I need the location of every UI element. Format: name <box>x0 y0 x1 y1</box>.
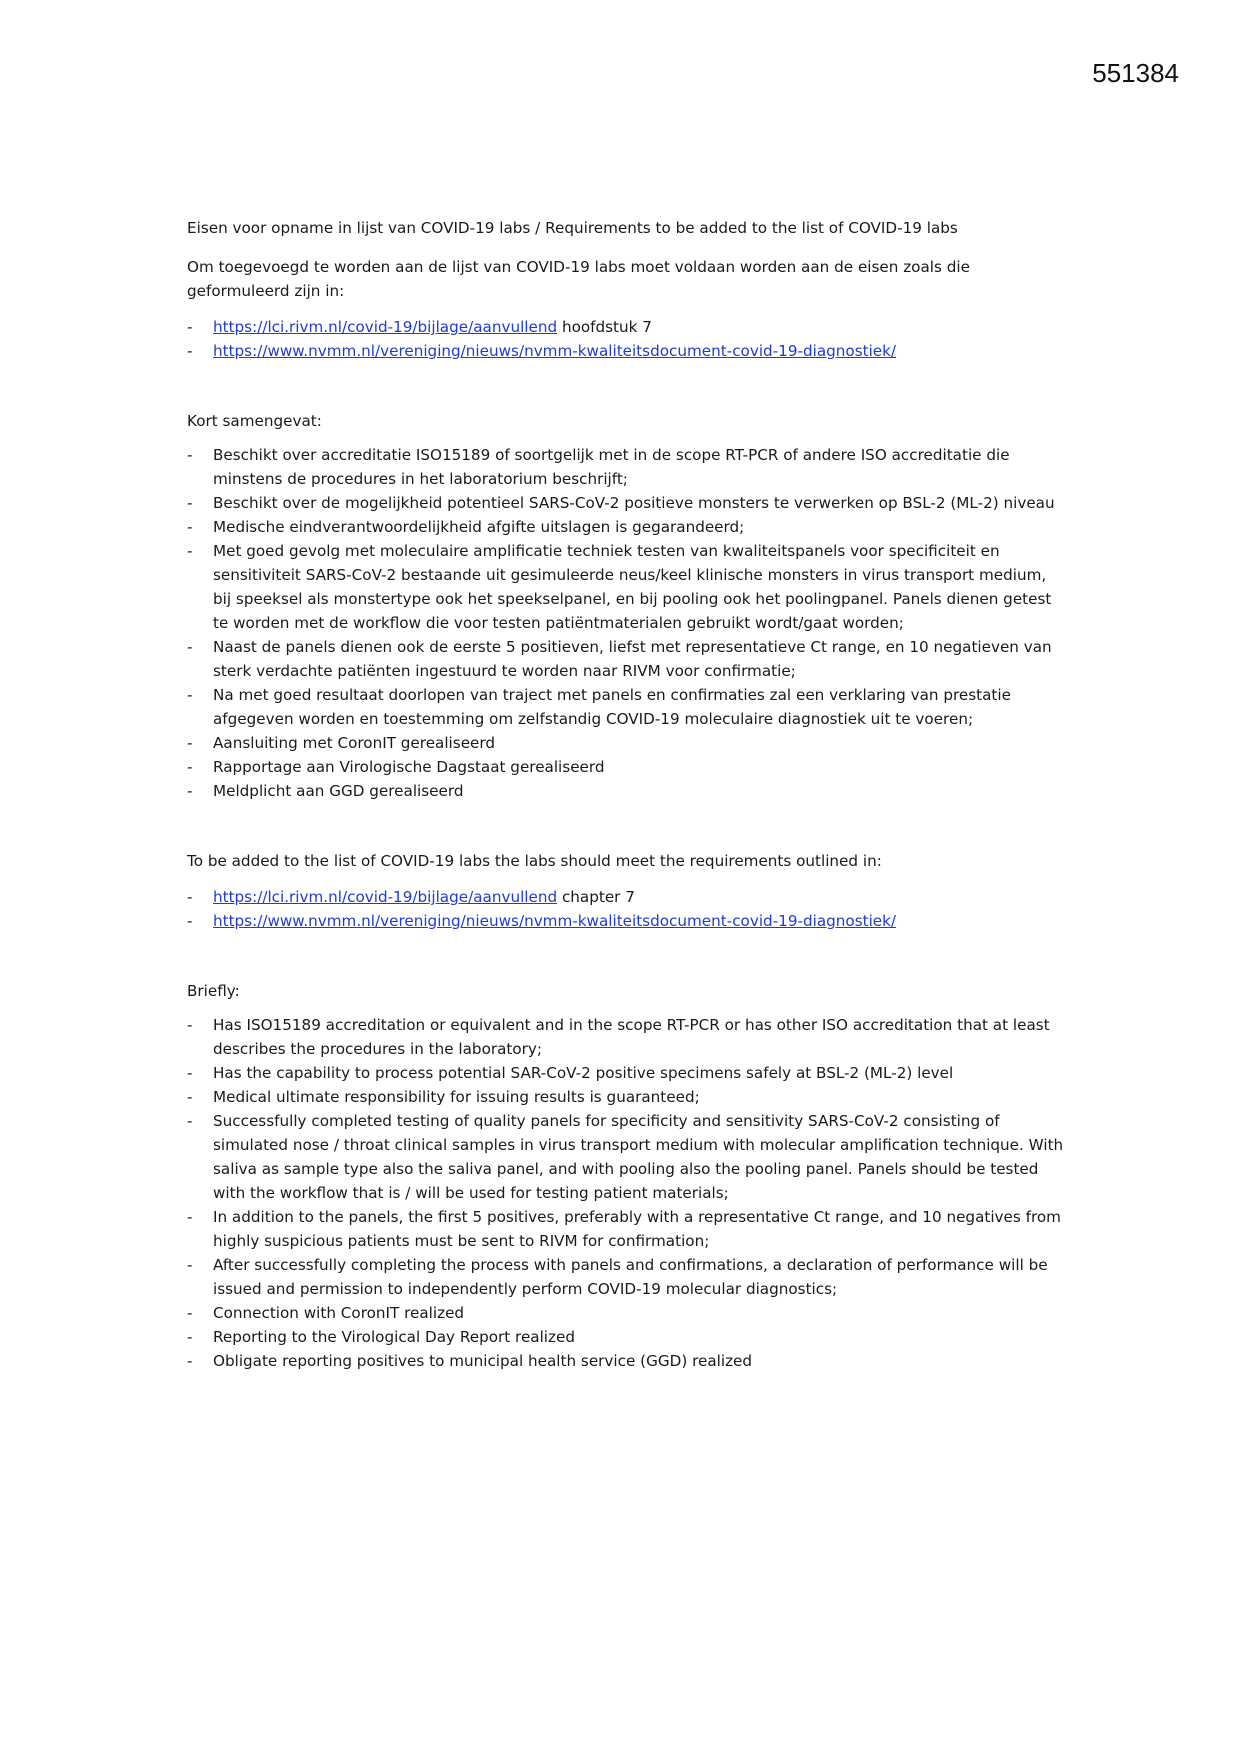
list-item: - Beschikt over accreditatie ISO15189 of soortgelijk met in de scope RT-PCR of andere ISO accreditatie die minstens de procedures in het laboratorium beschrijft; <box>187 443 1067 491</box>
english-requirements-list <box>187 1013 1067 1373</box>
list-item: - In addition to the panels, the first 5 positives, preferably with a representative Ct range, and 10 negatives from highly suspicious patients must be sent to RIVM for confirmation; <box>187 1205 1067 1253</box>
list-item: - Met goed gevolg met moleculaire amplificatie techniek testen van kwaliteitspanels voor specificiteit en sensitiviteit SARS-CoV-2 bestaande uit gesimuleerde neus/keel klinische monsters in virus transport medium, bij speeksel als monstertype ook het speekselpanel, en bij pooling ook het poolingpanel. Panels dienen getest te worden met de workflow die voor testen patiëntmaterialen gebruikt wordt/gaat worden; <box>187 539 1067 635</box>
english-link-list <box>187 885 1067 933</box>
nvmm-link[interactable]: https://www.nvmm.nl/vereniging/nieuws/nvmm-kwaliteitsdocument-covid-19-diagnostiek/ <box>213 912 897 930</box>
list-item: - Na met goed resultaat doorlopen van traject met panels en confirmaties zal een verklaring van prestatie afgegeven worden en toestemming om zelfstandig COVID-19 moleculaire diagnostiek uit te voeren; <box>187 683 1067 731</box>
list-item: - Obligate reporting positives to municipal health service (GGD) realized <box>187 1349 1067 1373</box>
list-item: - Aansluiting met CoronIT gerealiseerd <box>187 731 1067 755</box>
list-item: - After successfully completing the process with panels and confirmations, a declaration of performance will be issued and permission to independently perform COVID-19 molecular diagnostics; <box>187 1253 1067 1301</box>
list-item: - Has ISO15189 accreditation or equivalent and in the scope RT-PCR or has other ISO accreditation that at least describes the procedures in the laboratory; <box>187 1013 1067 1061</box>
list-item: - Successfully completed testing of quality panels for specificity and sensitivity SARS-CoV-2 consisting of simulated nose / throat clinical samples in virus transport medium with molecular amplification technique. With saliva as sample type also the saliva panel, and with pooling also the pooling panel. Panels should be tested with the workflow that is / will be used for testing patient materials; <box>187 1109 1067 1205</box>
dutch-intro: Om toegevoegd te worden aan de lijst van COVID-19 labs moet voldaan worden aan de eisen zoals die geformuleerd zijn in: <box>187 258 970 300</box>
list-item: - Beschikt over de mogelijkheid potentieel SARS-CoV-2 positieve monsters te verwerken op BSL-2 (ML-2) niveau <box>187 491 1067 515</box>
english-link-item <box>187 885 1067 909</box>
lci-rivm-link[interactable]: https://lci.rivm.nl/covid-19/bijlage/aanvullend <box>213 318 558 336</box>
dutch-requirements-list <box>187 443 1067 803</box>
list-item: - Has the capability to process potential SAR-CoV-2 positive specimens safely at BSL-2 (ML-2) level <box>187 1061 1067 1085</box>
list-item: - Rapportage aan Virologische Dagstaat gerealiseerd <box>187 755 1067 779</box>
english-link-item <box>187 909 1067 933</box>
document-number: 551384 <box>1092 58 1179 88</box>
link-suffix: hoofdstuk 7 <box>557 318 652 336</box>
list-item: - Reporting to the Virological Day Report realized <box>187 1325 1067 1349</box>
dutch-link-item <box>187 315 1067 339</box>
english-intro: To be added to the list of COVID-19 labs the labs should meet the requirements outlined in: <box>187 852 882 870</box>
list-item: - Connection with CoronIT realized <box>187 1301 1067 1325</box>
english-summary-heading: Briefly: <box>187 982 240 1000</box>
document-body <box>187 216 1067 1373</box>
dutch-summary-heading: Kort samengevat: <box>187 412 322 430</box>
list-item: - Naast de panels dienen ook de eerste 5 positieven, liefst met representatieve Ct range, en 10 negatieven van sterk verdachte patiënten ingestuurd te worden naar RIVM voor confirmatie; <box>187 635 1067 683</box>
list-item: - Meldplicht aan GGD gerealiseerd <box>187 779 1067 803</box>
nvmm-link[interactable]: https://www.nvmm.nl/vereniging/nieuws/nvmm-kwaliteitsdocument-covid-19-diagnostiek/ <box>213 342 897 360</box>
lci-rivm-link[interactable]: https://lci.rivm.nl/covid-19/bijlage/aanvullend <box>213 888 558 906</box>
link-suffix: chapter 7 <box>557 888 635 906</box>
document-title: Eisen voor opname in lijst van COVID-19 labs / Requirements to be added to the list of COVID-19 labs <box>187 219 958 237</box>
dutch-link-item <box>187 339 1067 363</box>
list-item: - Medische eindverantwoordelijkheid afgifte uitslagen is gegarandeerd; <box>187 515 1067 539</box>
list-item: - Medical ultimate responsibility for issuing results is guaranteed; <box>187 1085 1067 1109</box>
dutch-link-list <box>187 315 1067 363</box>
